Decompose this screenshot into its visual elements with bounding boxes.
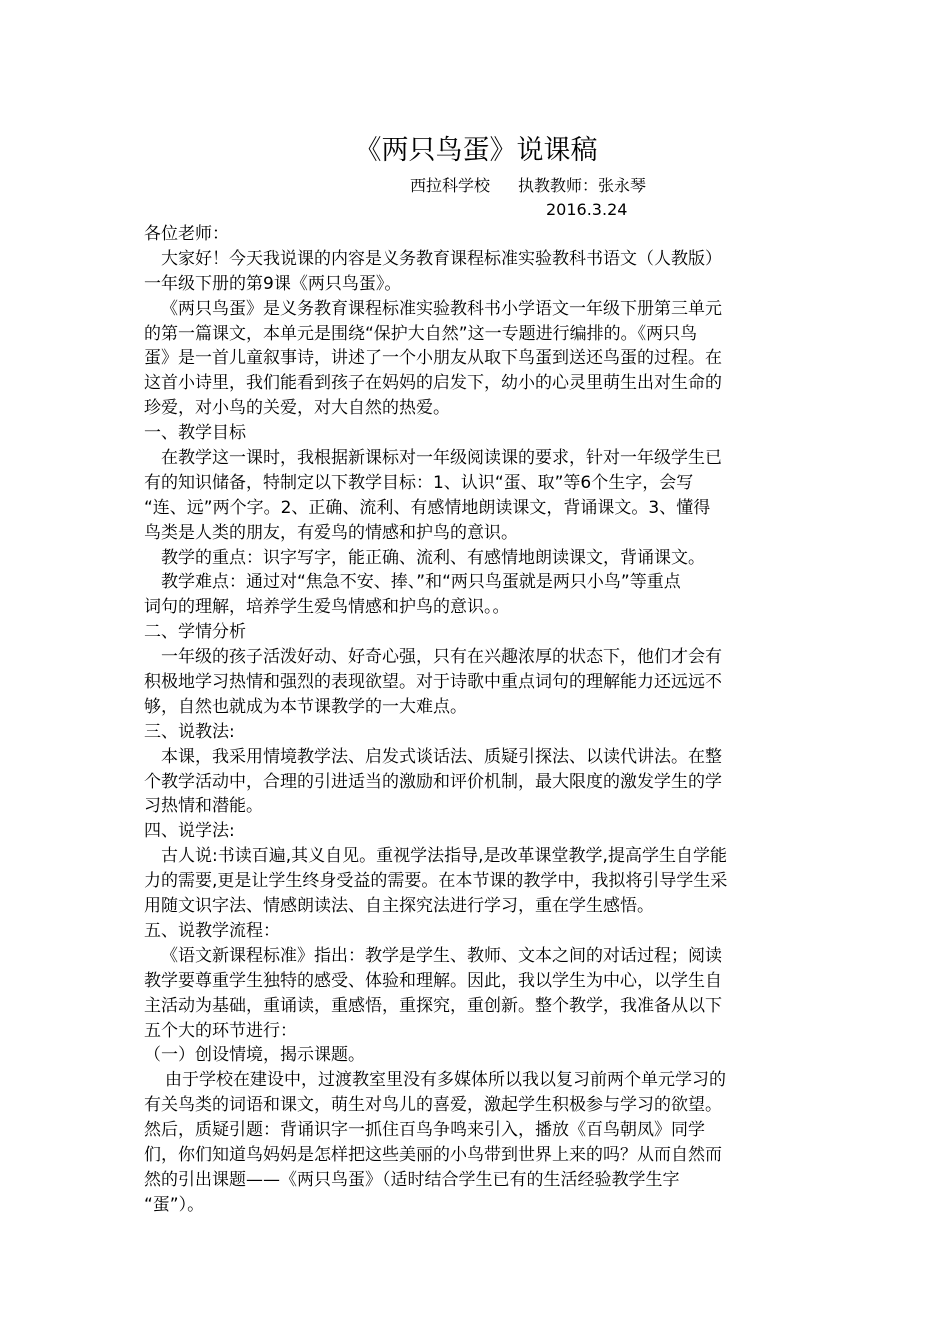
text-line: 个教学活动中，合理的引进适当的激励和评价机制，最大限度的激发学生的学 <box>144 771 722 792</box>
text-line: 然后，质疑引题：背诵识字一抓住百鸟争鸣来引入，播放《百鸟朝凤》同学 <box>144 1120 705 1141</box>
text-line: 在教学这一课时，我根据新课标对一年级阅读课的要求，针对一年级学生已 <box>161 448 722 469</box>
text-line: 一年级的孩子活泼好动、好奇心强，只有在兴趣浓厚的状态下，他们才会有 <box>161 647 722 668</box>
text-line: 大家好！今天我说课的内容是义务教育课程标准实验教科书语文（人教版） <box>161 248 722 269</box>
text-line: （一）创设情境，揭示课题。 <box>144 1045 365 1066</box>
text-line: 本课，我采用情境教学法、启发式谈话法、质疑引探法、以读代讲法。在整 <box>161 746 722 767</box>
text-line: 各位老师： <box>144 224 229 244</box>
text-line: 一、教学目标 <box>144 423 246 444</box>
text-line: 习热情和潜能。 <box>144 796 263 817</box>
text-line: “蛋”）。 <box>144 1194 205 1215</box>
text-line: 由于学校在建设中，过渡教室里没有多媒体所以我以复习前两个单元学习的 <box>165 1070 726 1091</box>
text-line: 力的需要,更是让学生终身受益的需要。在本节课的教学中，我拟将引导学生采 <box>144 871 728 892</box>
document-date: 2016.3.24 <box>546 200 628 219</box>
text-line: 有的知识储备，特制定以下教学目标：1、认识“蛋、取”等6个生字，会写 <box>144 472 694 493</box>
document-title: 《两只鸟蛋》说课稿 <box>354 135 598 166</box>
text-line: 们，你们知道鸟妈妈是怎样把这些美丽的小鸟带到世界上来的吗？从而自然而 <box>144 1144 722 1165</box>
text-line: 古人说:书读百遍,其义自见。重视学法指导,是改革课堂教学,提高学生自学能 <box>161 846 727 867</box>
text-line: 积极地学习热情和强烈的表现欲望。对于诗歌中重点词句的理解能力还远远不 <box>144 672 722 693</box>
text-line: 珍爱，对小鸟的关爱，对大自然的热爱。 <box>144 398 450 419</box>
text-line: 教学要尊重学生独特的感受、体验和理解。因此，我以学生为中心，以学生自 <box>144 970 722 991</box>
document-page <box>144 128 808 1218</box>
text-line: 教学难点：通过对“焦急不安、捧、”和“两只鸟蛋就是两只小鸟”等重点 <box>161 572 681 593</box>
text-line: 教学的重点：识字写字，能正确、流利、有感情地朗读课文，背诵课文。 <box>161 547 705 568</box>
school-name: 西拉科学校 <box>410 176 491 195</box>
text-line: 然的引出课题——《两只鸟蛋》（适时结合学生已有的生活经验教学生字 <box>144 1169 680 1190</box>
text-line: 五、说教学流程： <box>144 920 280 941</box>
text-line: 《语文新课程标准》指出：教学是学生、教师、文本之间的对话过程；阅读 <box>161 945 722 966</box>
text-line: 二、学情分析 <box>144 622 246 643</box>
text-line: 的第一篇课文，本单元是围绕“保护大自然”这一专题进行编排的。《两只鸟 <box>144 323 698 344</box>
text-line: “连、远”两个字。2、正确、流利、有感情地朗读课文，背诵课文。3、懂得 <box>144 497 711 518</box>
text-line: 这首小诗里，我们能看到孩子在妈妈的启发下，幼小的心灵里萌生出对生命的 <box>144 373 722 394</box>
text-line: 一年级下册的第9课《两只鸟蛋》。 <box>144 273 402 294</box>
text-line: 四、说学法: <box>144 821 235 842</box>
text-line: 鸟类是人类的朋友，有爱鸟的情感和护鸟的意识。 <box>144 522 518 543</box>
text-line: 《两只鸟蛋》是义务教育课程标准实验教科书小学语文一年级下册第三单元 <box>161 298 722 319</box>
teacher-name: 执教教师：张永琴 <box>518 176 647 195</box>
text-line: 主活动为基础，重诵读，重感悟，重探究，重创新。整个教学，我准备从以下 <box>144 995 722 1016</box>
text-line: 够，自然也就成为本节课教学的一大难点。 <box>144 696 467 717</box>
text-line: 五个大的环节进行： <box>144 1020 297 1041</box>
byline <box>144 174 808 198</box>
text-line: 有关鸟类的词语和课文，萌生对鸟儿的喜爱，激起学生积极参与学习的欲望。 <box>144 1095 722 1116</box>
text-line: 用随文识字法、情感朗读法、自主探究法进行学习，重在学生感悟。 <box>144 896 654 917</box>
document-body <box>144 222 808 1218</box>
text-line: 蛋》是一首儿童叙事诗，讲述了一个小朋友从取下鸟蛋到送还鸟蛋的过程。在 <box>144 348 722 369</box>
text-line: 三、说教法: <box>144 721 235 742</box>
text-line: 词句的理解，培养学生爱鸟情感和护鸟的意识。。 <box>144 597 510 618</box>
